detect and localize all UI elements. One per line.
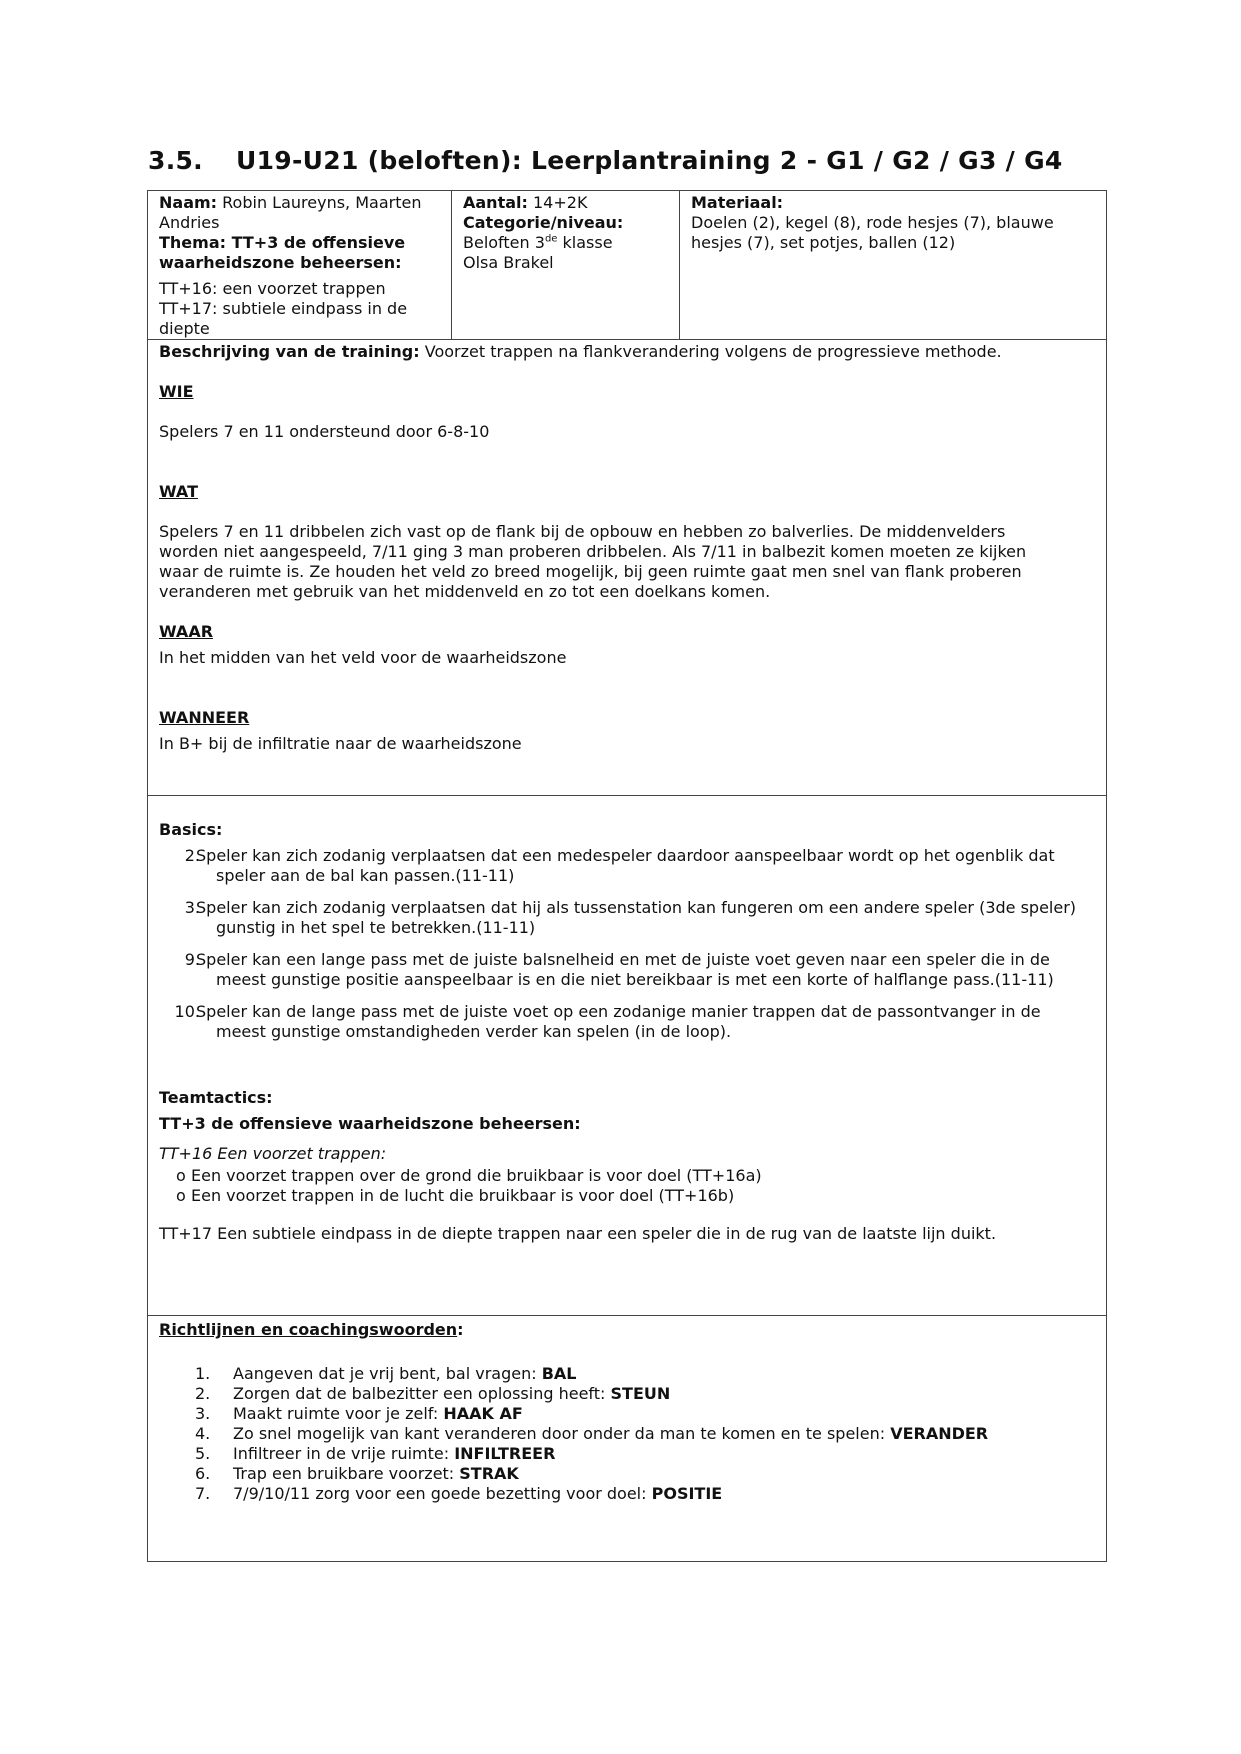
header-row — [148, 191, 1106, 339]
coaching-row: Richtlijnen en coachingswoorden: 1. Aangeven dat je vrij bent, bal vragen: BAL 2. Zorgen dat de balbezitter een oplossing heeft: STEUN 3. Maakt ruimte voor je zelf: HAAK AF 4. Zo snel mogelijk van kant veranderen door onder da man te komen en te spelen: VERANDER 5. Infiltreer in de vrije ruimte: INFILTREER 6. Trap een bruikbare voorzet: STRAK 7. 7/9/10/11 zorg voor een goede bezetting voor doel: POSITIE — [148, 1315, 1106, 1561]
coaching-word: POSITIE — [651, 1484, 723, 1503]
coaching-word: HAAK AF — [443, 1404, 523, 1423]
wat-text: Spelers 7 en 11 dribbelen zich vast op de flank bij de opbouw en hebben zo balverlies. De middenvelders worden niet aangespeeld, 7/11 ging 3 man proberen dribbelen. Als 7/11 in balbezit komen moeten ze kijken waar de ruimte is. Ze houden het veld zo breed mogelijk, bij geen ruimte gaat men snel van flank proberen veranderen met gebruik van het middenveld en zo tot een doelkans komen. — [159, 522, 1027, 601]
materiaal-cell — [680, 191, 1106, 339]
materiaal-value: Doelen (2), kegel (8), rode hesjes (7), blauwe hesjes (7), set potjes, ballen (12) — [691, 213, 1054, 252]
tt16-label: TT+16 Een voorzet trappen: — [159, 1144, 387, 1163]
list-item: 4. Zo snel mogelijk van kant veranderen door onder da man te komen en te spelen: VERANDER — [195, 1424, 989, 1443]
categorie-label: Categorie/niveau: — [463, 213, 624, 232]
list-item: 2. Speler kan zich zodanig verplaatsen dat een medespeler daardoor aanspeelbaar wordt op het ogenblik dat speler aan de bal kan passen.(11-11) — [184, 846, 1055, 885]
list-item: 3. Speler kan zich zodanig verplaatsen dat hij als tussenstation kan fungeren om een andere speler (3de speler) gunstig in het spel te betrekken.(11-11) — [184, 898, 1077, 937]
naam-label: Naam: — [159, 193, 218, 212]
wanneer-text: In B+ bij de infiltratie naar de waarheidszone — [159, 734, 522, 753]
list-item: 1. Aangeven dat je vrij bent, bal vragen: BAL — [195, 1364, 577, 1383]
training-sheet — [147, 190, 1107, 1562]
basics-list — [159, 1002, 1095, 1042]
section-number: 3.5. — [148, 146, 203, 175]
thema-line: TT+17: subtiele eindpass in de diepte — [159, 299, 408, 338]
aantal-value: 14+2K — [533, 193, 588, 212]
list-item: o Een voorzet trappen over de grond die bruikbaar is voor doel (TT+16a) — [176, 1166, 762, 1185]
naam-value: Robin Laureyns, Maarten Andries — [159, 193, 422, 232]
wie-heading: WIE — [159, 382, 194, 401]
beschrijving-label: Beschrijving van de training: — [159, 342, 420, 361]
basics-row — [148, 795, 1106, 1315]
beschrijving-row — [148, 339, 1106, 795]
wat-heading: WAT — [159, 482, 198, 501]
aantal-categorie-cell — [452, 191, 680, 339]
list-item: 2. Zorgen dat de balbezitter een oplossing heeft: STEUN — [195, 1384, 671, 1403]
teamtactics-label: Teamtactics: — [159, 1088, 273, 1107]
coaching-word: INFILTREER — [454, 1444, 556, 1463]
materiaal-label: Materiaal: — [691, 193, 784, 212]
coaching-label: Richtlijnen en coachingswoorden — [159, 1320, 458, 1339]
naam-thema-cell — [148, 191, 452, 339]
beschrijving-line — [159, 342, 1095, 362]
coaching-word: STEUN — [610, 1384, 671, 1403]
page-title — [148, 146, 1063, 175]
list-item: 5. Infiltreer in de vrije ruimte: INFILTREER — [195, 1444, 556, 1463]
waar-heading: WAAR — [159, 622, 214, 641]
club-name: Olsa Brakel — [463, 253, 554, 272]
list-item: 6. Trap een bruikbare voorzet: STRAK — [195, 1464, 519, 1483]
beschrijving-text: Voorzet trappen na flankverandering volgens de progressieve methode. — [424, 342, 1002, 361]
thema-line: TT+16: een voorzet trappen — [159, 279, 386, 298]
tt17-text: TT+17 Een subtiele eindpass in de diepte trappen naar een speler die in de rug van de laatste lijn duikt. — [159, 1224, 997, 1243]
coaching-word: BAL — [541, 1364, 577, 1383]
basics-list — [159, 898, 1095, 938]
tt3-label: TT+3 de offensieve waarheidszone beheersen: — [159, 1114, 581, 1133]
list-item: o Een voorzet trappen in de lucht die bruikbaar is voor doel (TT+16b) — [176, 1186, 735, 1205]
basics-label: Basics: — [159, 820, 223, 839]
list-item: 9. Speler kan een lange pass met de juiste balsnelheid en met de juiste voet geven naar een speler die in de meest gunstige positie aanspeelbaar is en die niet bereikbaar is met een korte of halflange pass.(11-11) — [184, 950, 1054, 989]
wie-text: Spelers 7 en 11 ondersteund door 6-8-10 — [159, 422, 490, 441]
aantal-label: Aantal: — [463, 193, 528, 212]
list-item: 7. 7/9/10/11 zorg voor een goede bezetting voor doel: POSITIE — [195, 1484, 723, 1503]
waar-text: In het midden van het veld voor de waarheidszone — [159, 648, 567, 667]
basics-list — [159, 950, 1095, 990]
coaching-word: STRAK — [459, 1464, 519, 1483]
list-item: 10. Speler kan de lange pass met de juiste voet op een zodanige manier trappen dat de passontvanger in de meest gunstige omstandigheden verder kan spelen (in de loop). — [174, 1002, 1041, 1041]
coaching-word: VERANDER — [890, 1424, 989, 1443]
categorie-value: Beloften 3de klasse — [463, 233, 613, 252]
list-item: 3. Maakt ruimte voor je zelf: HAAK AF — [195, 1404, 523, 1423]
basics-list — [159, 846, 1095, 886]
wanneer-heading: WANNEER — [159, 708, 250, 727]
thema-label: Thema: TT+3 de offensieve waarheidszone beheersen: — [159, 233, 406, 272]
tt16-list — [159, 1166, 1095, 1206]
section-title: U19-U21 (beloften): Leerplantraining 2 - G1 / G2 / G3 / G4 — [236, 146, 1063, 175]
coaching-list — [159, 1364, 1095, 1504]
